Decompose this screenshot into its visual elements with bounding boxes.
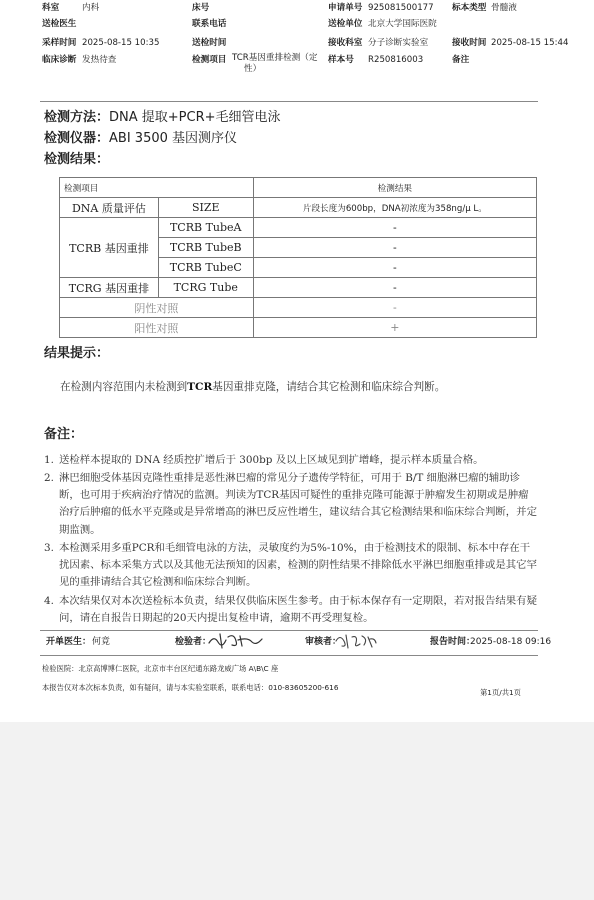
orderer-value: 何竟 bbox=[92, 637, 111, 647]
table-row bbox=[60, 198, 537, 218]
conclusion-heading bbox=[44, 345, 109, 362]
results-label: 检测结果： bbox=[44, 152, 110, 167]
remark-label: 备注 bbox=[452, 55, 470, 65]
tcrb-tubeb-result: - bbox=[253, 238, 536, 258]
sample-time-value: 2025-08-15 10:35 bbox=[82, 38, 160, 48]
tcrb-tubea-result: - bbox=[253, 218, 536, 238]
footer-hospital: 检验医院：北京高博博仁医院，北京市丰台区纪通东路龙威广场 A\B\C 座 bbox=[42, 664, 279, 673]
diagnosis-label: 临床诊断 bbox=[42, 55, 77, 65]
report-time-value: 2025-08-18 09:16 bbox=[470, 637, 552, 647]
method-line bbox=[44, 109, 281, 126]
dept-value: 内科 bbox=[82, 3, 100, 13]
header-divider bbox=[40, 101, 538, 102]
instrument-value: ABI 3500 基因测序仪 bbox=[109, 131, 238, 146]
conclusion-label: 结果提示： bbox=[44, 346, 110, 361]
tester-signature-icon bbox=[206, 631, 266, 651]
tcrb-group-cell: TCRB 基因重排 bbox=[60, 218, 159, 278]
notes-label: 备注： bbox=[44, 427, 84, 442]
note-number: 2. bbox=[44, 472, 54, 484]
sample-no-value: R250816003 bbox=[368, 55, 424, 65]
positive-control-result: + bbox=[253, 318, 536, 338]
request-no-value: 925081500177 bbox=[368, 3, 434, 13]
note-text: 本检测采用多重PCR和毛细管电泳的方法，灵敏度约为5%-10%，由于检测技术的限制、标本中存在干扰因素、标本采集方式以及其他无法预知的因素，检测的阴性结果不排除低水平淋巴细胞重排或是其它罕见的重排请结合其它检测和临床综合判断。 bbox=[59, 542, 537, 589]
note-item-2 bbox=[44, 470, 538, 539]
note-item-1 bbox=[44, 452, 538, 469]
tcrg-tube-result: - bbox=[253, 278, 536, 298]
conclusion-text bbox=[60, 379, 540, 396]
footer-disclaimer: 本报告仅对本次标本负责，如有疑问，请与本实验室联系，联系电话：010-83605200-616 bbox=[42, 683, 339, 692]
conclusion-strong: TCR bbox=[187, 381, 213, 393]
tcrb-tubeb-cell: TCRB TubeB bbox=[158, 238, 253, 258]
negative-control-cell: 阴性对照 bbox=[60, 298, 254, 318]
tcrg-group-cell: TCRG 基因重排 bbox=[60, 278, 159, 298]
table-row bbox=[60, 278, 537, 298]
negative-control-result: - bbox=[253, 298, 536, 318]
note-number: 3. bbox=[44, 542, 54, 554]
sample-time-label: 采样时间 bbox=[42, 38, 77, 48]
note-number: 1. bbox=[44, 454, 54, 466]
doctor-label: 送检医生 bbox=[42, 19, 77, 29]
send-time-label: 送检时间 bbox=[192, 38, 227, 48]
tcrg-tube-cell: TCRG Tube bbox=[158, 278, 253, 298]
lab-value: 分子诊断实验室 bbox=[368, 38, 429, 48]
test-item-label: 检测项目 bbox=[192, 55, 227, 65]
reviewer-label: 审核者： bbox=[305, 637, 342, 647]
signature-bottom-divider bbox=[40, 655, 538, 656]
note-item-3 bbox=[44, 540, 538, 592]
size-cell: SIZE bbox=[158, 198, 253, 218]
instrument-label: 检测仪器： bbox=[44, 131, 110, 146]
conclusion-post: 基因重排克隆，请结合其它检测和临床综合判断。 bbox=[212, 381, 446, 393]
phone-label: 联系电话 bbox=[192, 19, 227, 29]
orderer-label: 开单医生： bbox=[46, 637, 92, 647]
dna-quality-cell: DNA 质量评估 bbox=[60, 198, 159, 218]
note-item-4 bbox=[44, 593, 538, 627]
table-header-row bbox=[60, 178, 537, 198]
reviewer-signature-icon bbox=[334, 631, 378, 651]
sample-no-label: 样本号 bbox=[328, 55, 354, 65]
signature-top-divider bbox=[40, 630, 538, 631]
receive-time-value: 2025-08-15 15:44 bbox=[491, 38, 569, 48]
receive-time-label: 接收时间 bbox=[452, 38, 487, 48]
positive-control-cell: 阳性对照 bbox=[60, 318, 254, 338]
dept-label: 科室 bbox=[42, 3, 60, 13]
table-row bbox=[60, 318, 537, 338]
col-result-header: 检测结果 bbox=[253, 178, 536, 198]
note-text: 送检样本提取的 DNA 经质控扩增后于 300bp 及以上区域见到扩增峰，提示样本质量合格。 bbox=[59, 454, 484, 466]
note-text: 淋巴细胞受体基因克隆性重排是恶性淋巴瘤的常见分子遗传学特征，可用于 B/T 细胞淋巴瘤的辅助诊断，也可用于疾病治疗情况的监测。判读为TCR基因可疑性的重排克隆可能源于肿瘤发生初期或是肿瘤治疗后肿瘤的低水平克隆或是异常增高的淋巴反应性增生，建议结合其它检测结果和临床综合判断，并定期监测。 bbox=[59, 472, 537, 536]
conclusion-pre: 在检测内容范围内未检测到 bbox=[60, 381, 188, 393]
table-row bbox=[60, 298, 537, 318]
unit-label: 送检单位 bbox=[328, 19, 363, 29]
footer-page-number: 第1页/共1页 bbox=[480, 688, 521, 697]
instrument-line bbox=[44, 130, 237, 147]
method-value: DNA 提取+PCR+毛细管电泳 bbox=[109, 110, 281, 125]
report-time-label: 报告时间： bbox=[430, 637, 476, 647]
results-table bbox=[59, 177, 537, 338]
tcrb-tubec-cell: TCRB TubeC bbox=[158, 258, 253, 278]
tcrb-tubec-result: - bbox=[253, 258, 536, 278]
note-text: 本次结果仅对本次送检标本负责，结果仅供临床医生参考。由于标本保存有一定期限，若对报告结果有疑问，请在自报告日期起的20天内提出复检申请，逾期不再受理复检。 bbox=[59, 595, 537, 625]
table-row bbox=[60, 218, 537, 238]
request-no-label: 申请单号 bbox=[328, 3, 363, 13]
col-item-header: 检测项目 bbox=[60, 178, 254, 198]
diagnosis-value: 发热待查 bbox=[82, 55, 117, 65]
specimen-type-label: 标本类型 bbox=[452, 3, 487, 13]
test-item-value-line2: 性） bbox=[244, 64, 262, 74]
note-number: 4. bbox=[44, 595, 54, 607]
report-header bbox=[0, 0, 594, 74]
tcrb-tubea-cell: TCRB TubeA bbox=[158, 218, 253, 238]
results-heading bbox=[44, 151, 109, 168]
test-item-value-line1: TCR基因重排检测（定 bbox=[232, 53, 318, 63]
lab-label: 接收科室 bbox=[328, 38, 363, 48]
notes-heading bbox=[44, 426, 83, 443]
tester-label: 检验者： bbox=[175, 637, 212, 647]
size-result: 片段长度为600bp，DNA初浓度为358ng/μ L。 bbox=[253, 198, 536, 218]
bed-label: 床号 bbox=[192, 3, 210, 13]
unit-value: 北京大学国际医院 bbox=[368, 19, 437, 29]
specimen-type-value: 骨髓液 bbox=[491, 3, 517, 13]
method-label: 检测方法： bbox=[44, 110, 110, 125]
